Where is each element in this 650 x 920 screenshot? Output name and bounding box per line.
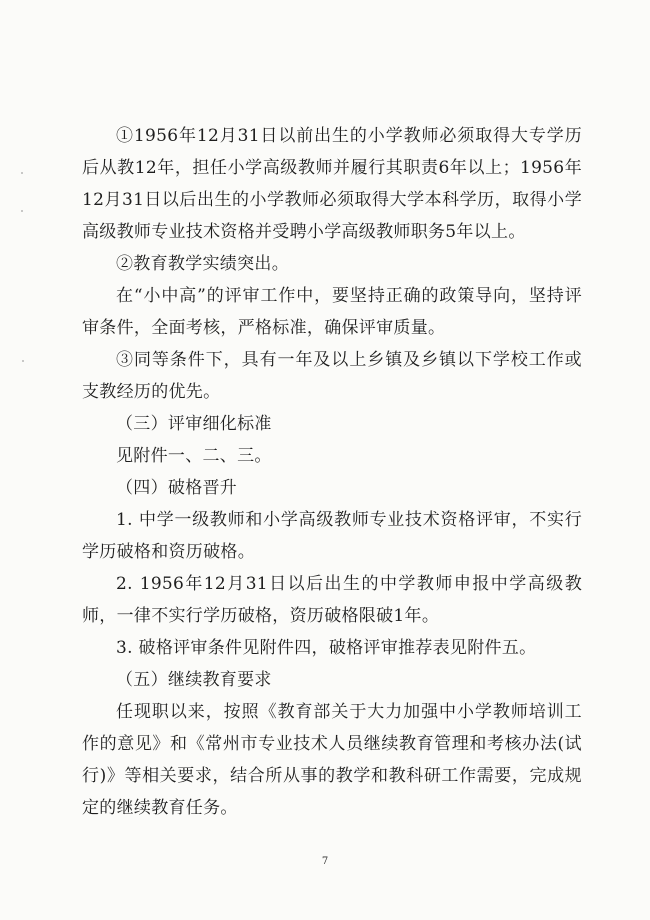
document-body	[82, 120, 582, 824]
paragraph-promotion-rule-2: 2. 1956年12月31日以后出生的中学教师申报中学高级教师，一律不实行学历破格，资历破格限破1年。	[82, 574, 582, 626]
scan-speck	[21, 172, 23, 174]
heading-continuing-education: （五）继续教育要求	[116, 670, 272, 690]
paragraph-teacher-qualification: ①1956年12月31日以前出生的小学教师必须取得大专学历后从教12年，担任小学高级教师并履行其职责6年以上；1956年12月31日以后出生的小学教师必须取得大学本科学历，取得小学高级教师专业技术资格并受聘小学高级教师职务5年以上。	[82, 126, 582, 242]
paragraph-continuing-education: 任现职以来，按照《教育部关于大力加强中小学教师培训工作的意见》和《常州市专业技术人员继续教育管理和考核办法(试行)》等相关要求，结合所从事的教学和教科研工作需要，完成规定的继续教育任务。	[82, 702, 582, 818]
paragraph-see-attachments: 见附件一、二、三。	[116, 446, 272, 466]
paragraph-teaching-results: ②教育教学实绩突出。	[116, 254, 289, 274]
heading-review-standards: （三）评审细化标准	[116, 414, 272, 434]
paragraph-rural-priority: ③同等条件下，具有一年及以上乡镇及乡镇以下学校工作或支教经历的优先。	[82, 350, 582, 402]
heading-exceptional-promotion: （四）破格晋升	[116, 478, 238, 498]
page-number: 7	[321, 856, 329, 867]
paragraph-review-policy: 在“小中高”的评审工作中，要坚持正确的政策导向，坚持评审条件，全面考核，严格标准，确保评审质量。	[82, 286, 582, 338]
scan-speck	[22, 360, 24, 362]
paragraph-promotion-rule-3: 3. 破格评审条件见附件四，破格评审推荐表见附件五。	[116, 638, 537, 658]
paragraph-promotion-rule-1: 1. 中学一级教师和小学高级教师专业技术资格评审，不实行学历破格和资历破格。	[82, 510, 582, 562]
scan-speck	[21, 210, 23, 212]
